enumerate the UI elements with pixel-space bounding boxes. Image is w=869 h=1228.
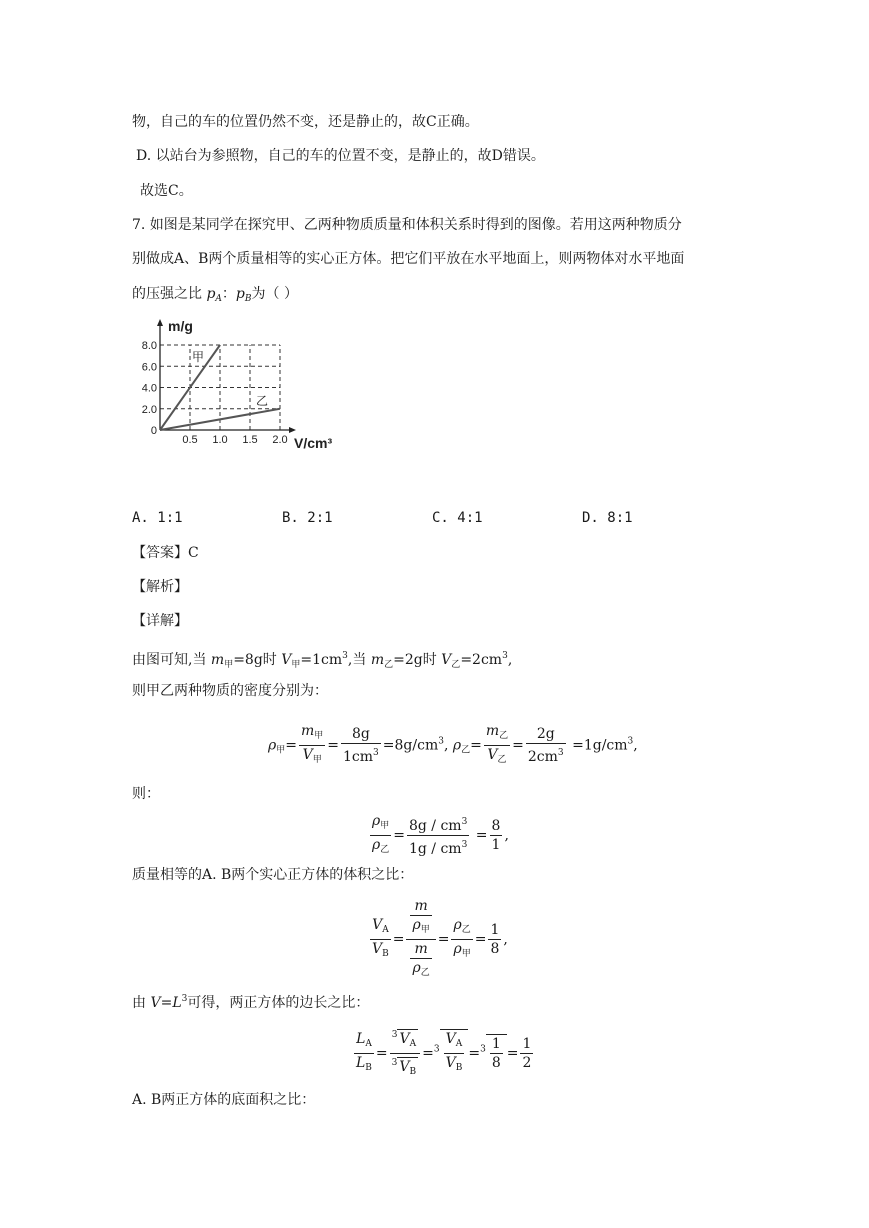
x-tick-label: 1.5: [242, 434, 258, 446]
y-tick-label: 0: [150, 425, 157, 437]
option-c: C. 4:1: [432, 510, 483, 526]
series-label: 乙: [256, 393, 269, 408]
density-ratio-equation: $\frac{\rho_甲}{\rho_乙}$ = $\frac{8g / cm^3}{1g / cm^3}$ = $\frac{8}{1}$ ,: [372, 813, 509, 857]
x-tick-label: 1.0: [212, 434, 228, 446]
detail-line: A. B两正方体的底面积之比：: [132, 1092, 316, 1108]
option-a: A. 1:1: [132, 510, 183, 526]
q-text: 为（ ）: [251, 286, 298, 302]
y-tick-label: 8.0: [141, 340, 157, 352]
option-d: D. 8:1: [582, 510, 633, 526]
question-line: 别做成A、B两个质量相等的实心正方体。把它们平放在水平地面上，则两物体对水平地面: [132, 251, 685, 267]
edge-ratio-equation: $\frac{L_A}{L_B}$ = $\frac{^3 V_A}{^3 V_B}$ =$^3$ $\frac{V_A}{V_B}$ =$^3$ $\frac{1}{8}$ = $\frac{1}{2}$: [352, 1026, 535, 1081]
density-equation: $\rho_甲=$ $\frac{m_甲}{V_甲}$ = $\frac{8g}{1cm^3}$ $=8g/cm^3$, $\rho_乙=$ $\frac{m_乙}{V_乙}$ = $\frac{2g}{2cm^3}$ $=1g/cm^3$,: [268, 723, 638, 765]
series-label: 甲: [192, 350, 205, 364]
y-axis-label: m/g: [168, 318, 193, 334]
chart-grid: [160, 345, 280, 430]
y-tick-label: 4.0: [141, 382, 157, 395]
x-tick-label: 0.5: [182, 434, 198, 446]
detail-label: 【详解】: [132, 613, 188, 629]
y-tick-label: 2.0: [141, 403, 157, 416]
detail-line: 由图可知,当 $m_甲=8g$时 $V_甲=1cm^3$,当 $m_乙=2g$时 $V_乙=2cm^3$,: [132, 651, 513, 670]
chart-labels: [142, 318, 333, 451]
y-axis-arrow: [157, 319, 163, 326]
mass-volume-chart: [140, 312, 360, 462]
x-axis-arrow: [289, 427, 296, 433]
volume-ratio-equation: $\frac{V_A}{V_B}$ = $\frac{\frac{m}{\rho_甲}}{\frac{m}{\rho_乙}}$ = $\frac{\rho_乙}{\rho_甲}$ = $\frac{1}{8}$ ,: [372, 898, 508, 978]
detail-line: 则甲乙两种物质的密度分别为：: [132, 683, 328, 699]
para-line: 故选C。: [140, 183, 193, 199]
question-line: 7. 如图是某同学在探究甲、乙两种物质质量和体积关系时得到的图像。若用这两种物质分: [132, 217, 682, 233]
para-line: D. 以站台为参照物，自己的车的位置不变，是静止的，故D错误。: [136, 148, 545, 164]
detail-line: 由 $V=L^3$可得，两正方体的边长之比：: [132, 994, 370, 1011]
x-axis-label: V/cm³: [294, 435, 333, 451]
detail-line: 则：: [132, 786, 160, 802]
analysis-label: 【解析】: [132, 579, 188, 595]
y-tick-label: 6.0: [141, 361, 157, 374]
answer-label: 【答案】C: [132, 545, 199, 561]
para-line: 物，自己的车的位置仍然不变，还是静止的，故C正确。: [132, 114, 479, 130]
chart-axes: [157, 319, 296, 433]
question-line: 的压强之比 $p_A$：$p_B$为（ ）: [132, 286, 298, 304]
detail-line: 质量相等的A. B两个实心正方体的体积之比：: [132, 867, 414, 883]
option-b: B. 2:1: [282, 510, 333, 526]
x-tick-label: 2.0: [272, 434, 288, 446]
q-text: 的压强之比: [132, 286, 202, 302]
